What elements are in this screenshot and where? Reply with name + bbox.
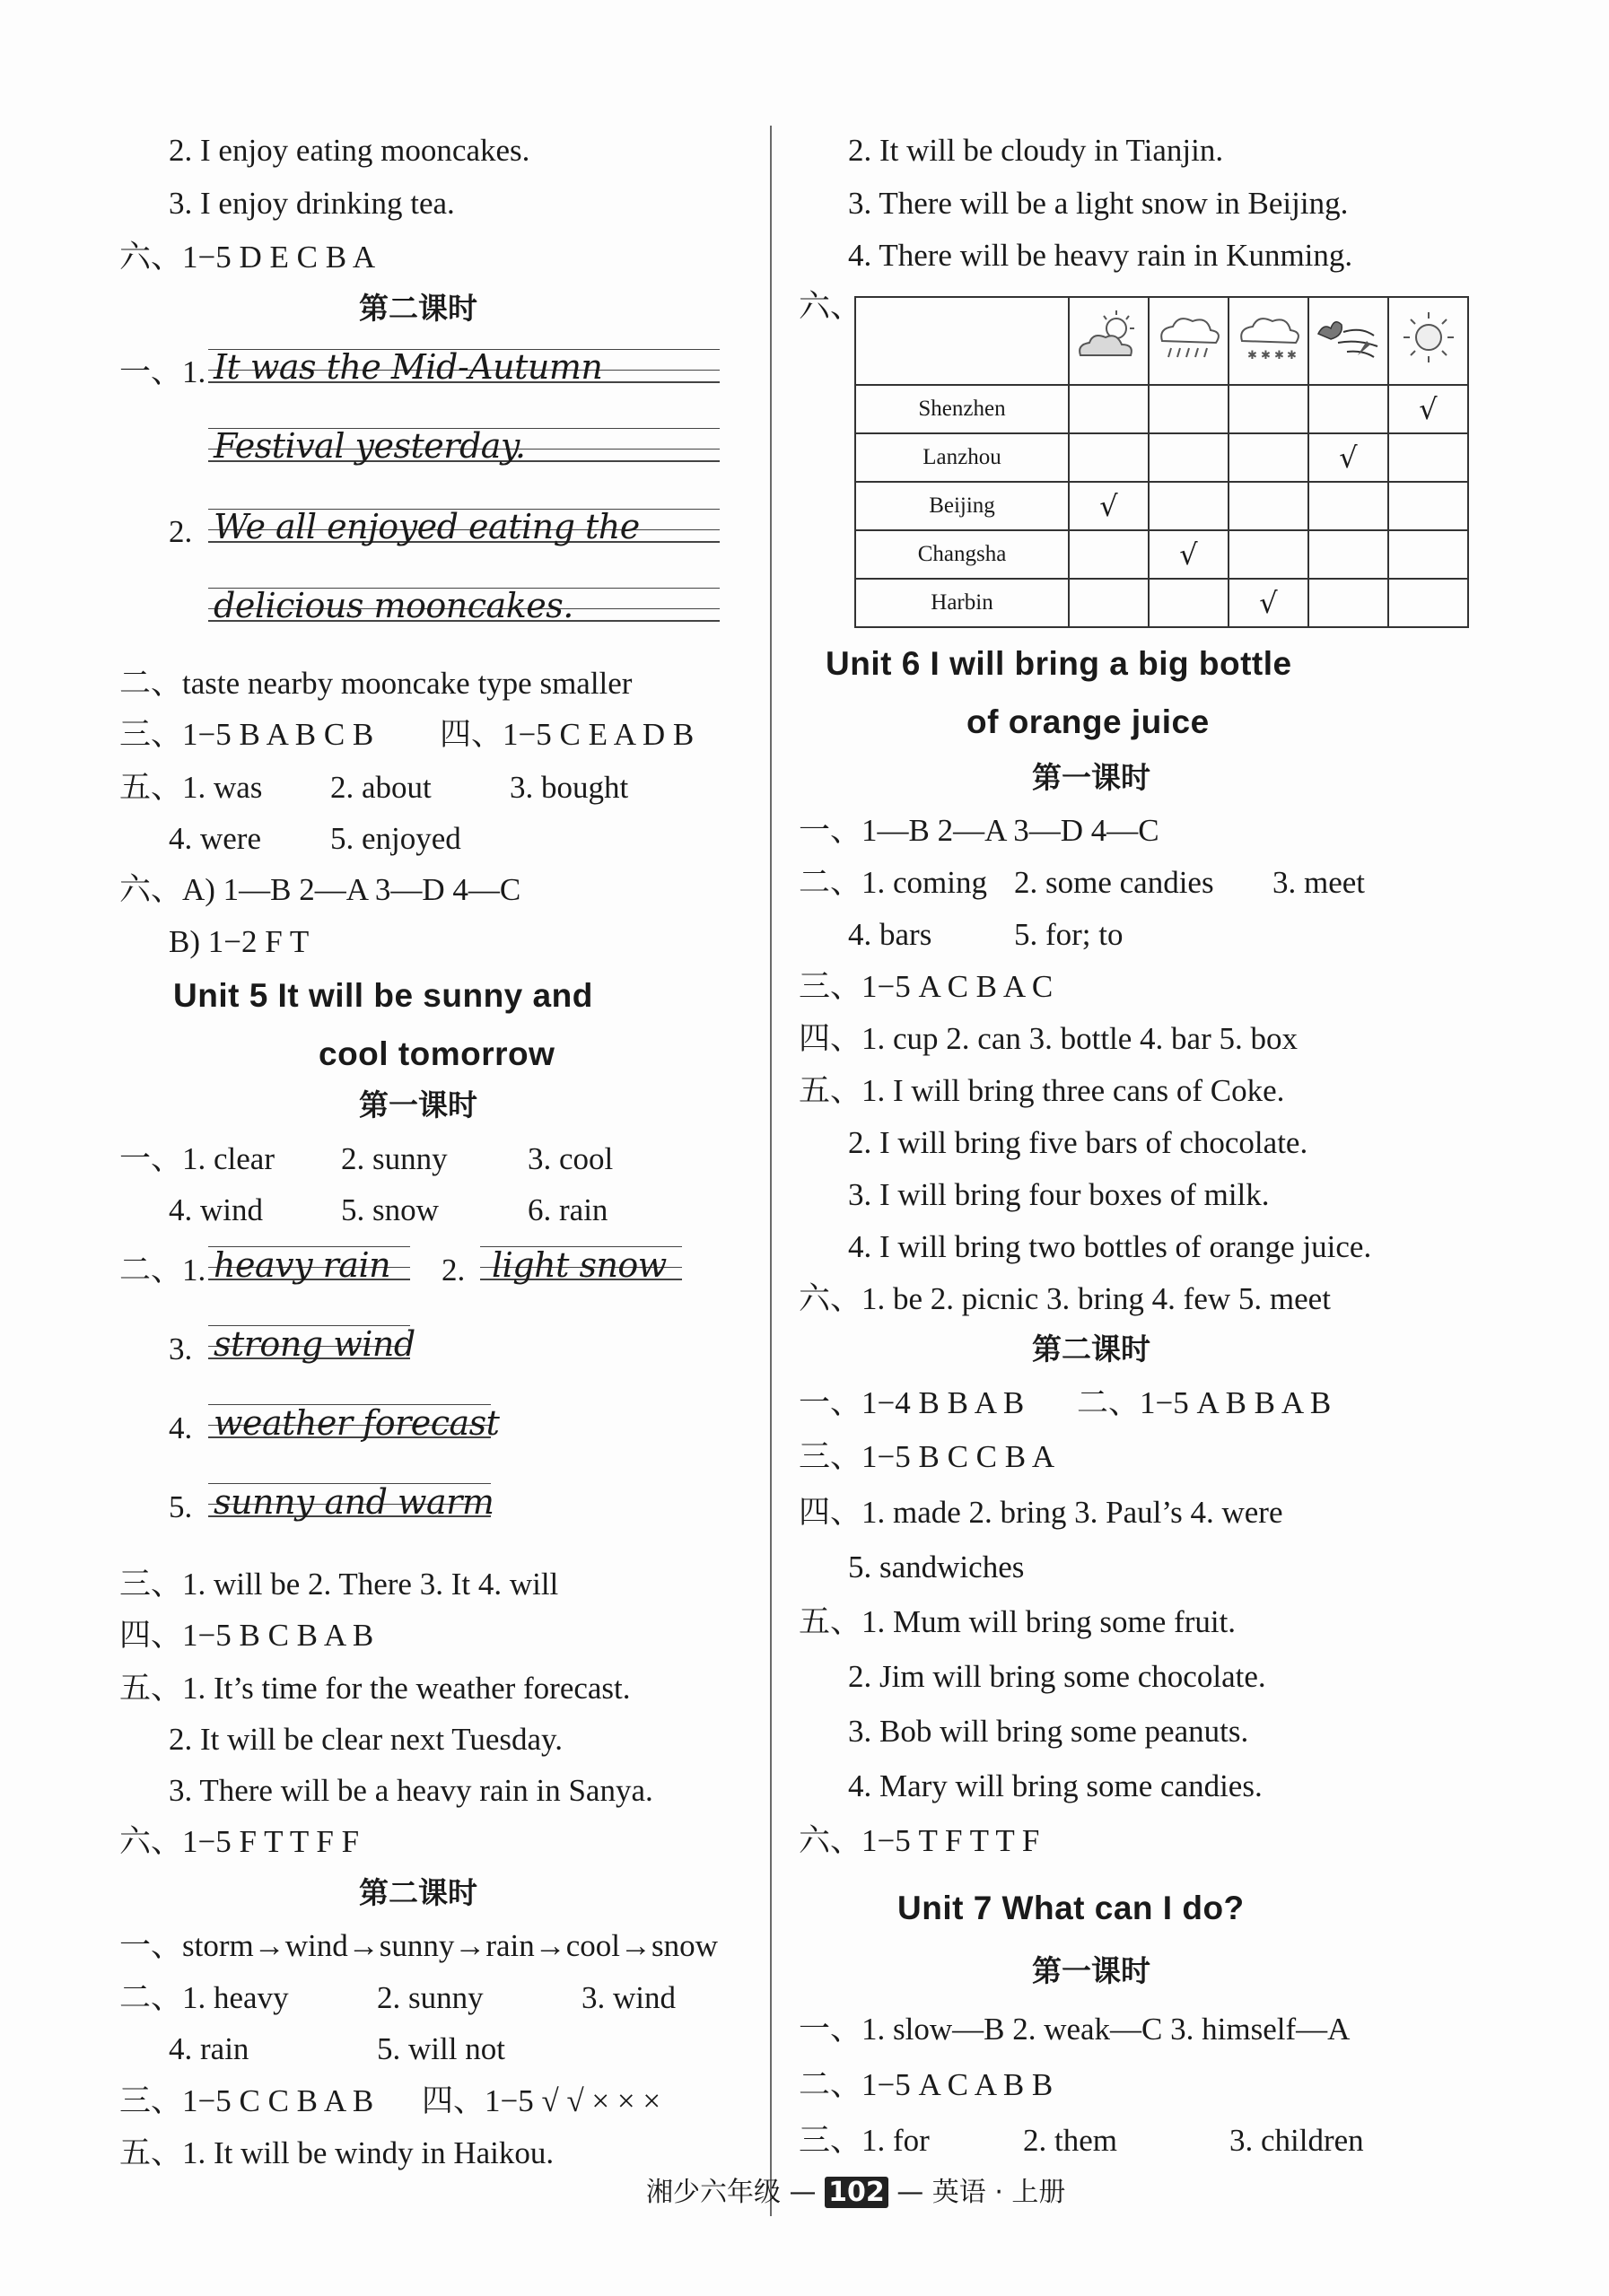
answer-line: 五、1. was [119, 770, 263, 805]
unit-heading: Unit 7 What can I do? [897, 1890, 1245, 1926]
check-cell [1069, 385, 1149, 433]
answer-line: 5. sandwiches [848, 1550, 1025, 1585]
answer-line: 三、1−5 C C B A B [119, 2083, 374, 2118]
handwritten-answer: strong wind [214, 1324, 415, 1364]
question-number: 3. [169, 1331, 193, 1366]
answer-line: 5. snow [341, 1192, 439, 1227]
handwritten-answer: light snow [492, 1245, 667, 1285]
footer-subject: — 英语 · 上册 [896, 2177, 1066, 2208]
answer-line: B) 1−2 F T [169, 924, 310, 959]
answer-line: 二、1−5 A B B A B [1077, 1385, 1332, 1420]
answer-line: 三、1−5 A C B A C [799, 969, 1054, 1004]
answer-line: 2. Jim will bring some chocolate. [848, 1659, 1266, 1694]
handwritten-answer: sunny and warm [214, 1482, 494, 1522]
answer-line: 2. some candies [1014, 865, 1214, 900]
city-cell: Changsha [855, 530, 1069, 579]
answer-line: 4. were [169, 821, 262, 856]
check-cell [1229, 482, 1308, 530]
column-divider [770, 126, 772, 2216]
answer-line: 3. meet [1272, 865, 1366, 900]
check-cell [1229, 385, 1308, 433]
cloudy-sun-icon [1069, 297, 1149, 385]
city-cell: Lanzhou [855, 433, 1069, 482]
page-footer [646, 2169, 1065, 2209]
answer-line: 一、1. slow—B 2. weak—C 3. himself—A [799, 2012, 1351, 2047]
check-cell [1069, 433, 1149, 482]
svg-text:✱: ✱ [1260, 349, 1271, 362]
answer-line: 五、1. Mum will bring some fruit. [799, 1604, 1237, 1639]
check-cell [1308, 579, 1388, 627]
lesson-heading: 第一课时 [1032, 1953, 1150, 1988]
weather-table [854, 296, 1469, 628]
answer-line: 4. Mary will bring some candies. [848, 1768, 1263, 1803]
answer-line: 二、taste nearby mooncake type smaller [119, 666, 633, 701]
answer-line: 五、1. It’s time for the weather forecast. [119, 1671, 631, 1706]
unit-heading: Unit 6 I will bring a big bottle [826, 645, 1292, 682]
answer-line: 6. rain [528, 1192, 608, 1227]
unit-heading: of orange juice [966, 703, 1210, 740]
check-cell [1149, 385, 1229, 433]
answer-line: 六、1. be 2. picnic 3. bring 4. few 5. meet [799, 1281, 1331, 1316]
handwritten-answer: We all enjoyed eating the [214, 507, 640, 546]
city-cell: Harbin [855, 579, 1069, 627]
check-cell [1388, 530, 1468, 579]
answer-line: 四、1−5 B C B A B [119, 1618, 374, 1653]
check-cell: √ [1308, 433, 1388, 482]
check-cell [1069, 579, 1149, 627]
answer-line: 3. There will be a heavy rain in Sanya. [169, 1773, 653, 1808]
handwritten-answer: Festival yesterday. [214, 426, 526, 466]
page-number: 102 [825, 2177, 888, 2208]
answer-line: 六、1−5 D E C B A [119, 240, 376, 275]
question-number: 5. [169, 1489, 193, 1524]
answer-line: 3. cool [528, 1141, 614, 1176]
answer-line: 3. I will bring four boxes of milk. [848, 1177, 1270, 1212]
question-number: 一、1. [119, 354, 206, 389]
check-cell [1229, 530, 1308, 579]
answer-line: 5. for; to [1014, 917, 1124, 952]
answer-line: 四、1−5 √ √ × × × [422, 2083, 661, 2118]
check-cell: √ [1069, 482, 1149, 530]
lesson-heading: 第二课时 [1032, 1331, 1150, 1366]
unit-heading: Unit 5 It will be sunny and [173, 977, 593, 1014]
table-row [855, 433, 1468, 482]
answer-line: 四、1−5 C E A D B [440, 717, 695, 752]
answer-line: 五、1. I will bring three cans of Coke. [799, 1073, 1285, 1108]
answer-line: 一、storm→wind→sunny→rain→cool→snow [119, 1928, 718, 1963]
answer-line: 一、1. clear [119, 1141, 275, 1176]
lesson-heading: 第一课时 [359, 1087, 477, 1122]
check-cell [1388, 482, 1468, 530]
answer-line: 2. them [1023, 2123, 1117, 2158]
check-cell [1069, 530, 1149, 579]
answer-line: 2. It will be cloudy in Tianjin. [848, 133, 1224, 168]
unit-heading: cool tomorrow [319, 1035, 555, 1072]
answer-line: 3. children [1229, 2123, 1364, 2158]
answer-line: 一、1−4 B B A B [799, 1385, 1025, 1420]
lesson-heading: 第二课时 [359, 1875, 477, 1910]
check-cell: √ [1388, 385, 1468, 433]
check-cell [1149, 482, 1229, 530]
handwritten-answer: It was the Mid-Autumn [214, 347, 603, 387]
answer-line: 4. I will bring two bottles of orange juice. [848, 1229, 1372, 1264]
answer-line: 2. It will be clear next Tuesday. [169, 1722, 564, 1757]
svg-text:✱: ✱ [1246, 349, 1257, 362]
check-cell [1308, 482, 1388, 530]
answer-line: 二、1−5 A C A B B [799, 2067, 1054, 2102]
lesson-heading: 第一课时 [1032, 760, 1150, 795]
footer-grade: 湘少六年级 — [646, 2177, 817, 2208]
check-cell [1149, 433, 1229, 482]
answer-line: 二、1. heavy [119, 1980, 289, 2015]
table-row [855, 385, 1468, 433]
question-number: 4. [169, 1410, 193, 1445]
check-cell [1149, 579, 1229, 627]
answer-line: 三、1. will be 2. There 3. It 4. will [119, 1567, 559, 1602]
answer-line: 3. wind [582, 1980, 676, 2015]
answer-line: 5. enjoyed [330, 821, 461, 856]
answer-line: 二、1. coming [799, 865, 987, 900]
question-number: 二、1. [119, 1253, 206, 1288]
check-cell: √ [1149, 530, 1229, 579]
svg-text:✱: ✱ [1286, 349, 1297, 362]
lesson-heading: 第二课时 [359, 291, 477, 326]
answer-line: 2. I will bring five bars of chocolate. [848, 1125, 1308, 1160]
snow-icon [1229, 297, 1308, 385]
handwritten-answer: heavy rain [214, 1245, 391, 1285]
handwritten-answer: weather forecast [214, 1403, 500, 1443]
handwritten-answer: delicious mooncakes. [214, 586, 573, 625]
question-number: 2. [442, 1253, 466, 1288]
answer-line: 六、A) 1—B 2—A 3—D 4—C [119, 872, 521, 907]
answer-line: 4. wind [169, 1192, 263, 1227]
answer-line: 2. sunny [341, 1141, 448, 1176]
city-cell: Beijing [855, 482, 1069, 530]
sunny-icon [1388, 297, 1468, 385]
answer-line: 3. I enjoy drinking tea. [169, 186, 455, 221]
windy-icon [1308, 297, 1388, 385]
answer-line: 三、1−5 B A B C B [119, 717, 374, 752]
answer-line: 六、1−5 F T T F F [119, 1824, 360, 1859]
rain-icon [1149, 297, 1229, 385]
answer-line: 2. sunny [377, 1980, 484, 2015]
answer-line: 4. There will be heavy rain in Kunming. [848, 238, 1353, 273]
check-cell [1308, 530, 1388, 579]
answer-line: 五、1. It will be windy in Haikou. [119, 2135, 555, 2170]
answer-line: 5. will not [377, 2031, 505, 2066]
answer-line: 3. bought [510, 770, 629, 805]
table-row [855, 530, 1468, 579]
table-corner-cell [855, 297, 1069, 385]
table-row [855, 482, 1468, 530]
answer-line: 三、1. for [799, 2123, 930, 2158]
answer-line: 四、1. cup 2. can 3. bottle 4. bar 5. box [799, 1021, 1299, 1056]
answer-line: 3. There will be a light snow in Beijing. [848, 186, 1349, 221]
check-cell [1229, 433, 1308, 482]
question-number: 2. [169, 514, 193, 549]
answer-line: 三、1−5 B C C B A [799, 1439, 1055, 1474]
answer-line: 4. bars [848, 917, 932, 952]
check-cell: √ [1229, 579, 1308, 627]
check-cell [1308, 385, 1388, 433]
answer-line: 一、1—B 2—A 3—D 4—C [799, 813, 1159, 848]
answer-line: 2. I enjoy eating mooncakes. [169, 133, 530, 168]
table-row [855, 579, 1468, 627]
answer-line: 4. rain [169, 2031, 249, 2066]
answer-line: 六、1−5 T F T T F [799, 1823, 1040, 1858]
answer-line: 3. Bob will bring some peanuts. [848, 1714, 1249, 1749]
check-cell [1388, 433, 1468, 482]
check-cell [1388, 579, 1468, 627]
answer-line: 四、1. made 2. bring 3. Paul’s 4. were [799, 1495, 1283, 1530]
question-number: 六、 [799, 289, 862, 324]
svg-text:✱: ✱ [1273, 349, 1284, 362]
answer-line: 2. about [330, 770, 432, 805]
city-cell: Shenzhen [855, 385, 1069, 433]
